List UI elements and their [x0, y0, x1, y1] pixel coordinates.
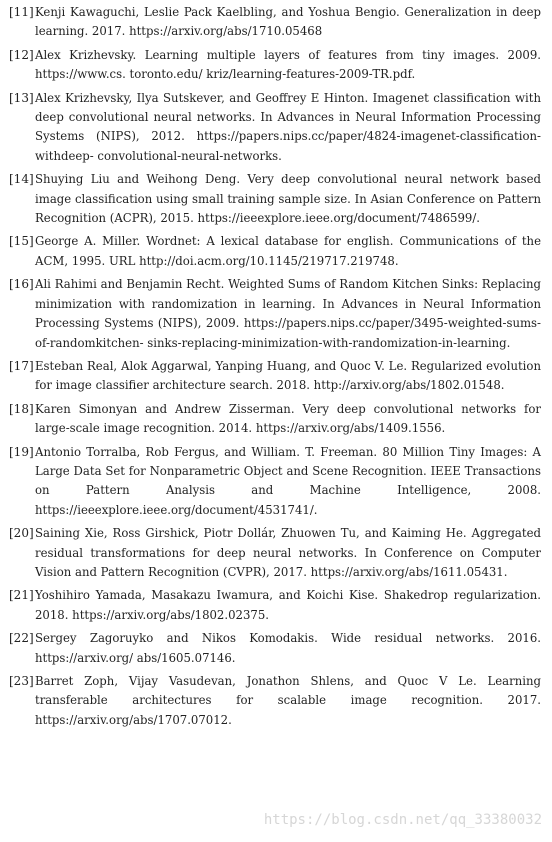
reference-item	[0, 89, 552, 167]
reference-text: Antonio Torralba, Rob Fergus, and William. T. Freeman. 80 Million Tiny Images: A Large Data Set for Nonparametric Object and Scene Recognition. IEEE Transactions on Pattern Analysis and Machine Intelligence, 2008. https://ieeexplore.ieee.org/document/4531741/.	[35, 444, 541, 517]
reference-item	[0, 357, 552, 396]
reference-text: Esteban Real, Alok Aggarwal, Yanping Huang, and Quoc V. Le. Regularized evolution for image classifier architecture search. 2018. http://arxiv.org/abs/1802.01548.	[35, 358, 541, 393]
reference-number: [20]	[9, 526, 34, 541]
watermark-text: https://blog.csdn.net/qq_33380032	[263, 812, 542, 828]
reference-number: [14]	[9, 172, 34, 187]
reference-text: Ali Rahimi and Benjamin Recht. Weighted Sums of Random Kitchen Sinks: Replacing minimization with randomization in learning. In Advances in Neural Information Processing Systems (NIPS), 2009. https://papers.nips.cc/paper/3495-weighted-sums-of-randomkitchen- sinks-replacing-minimization-with-randomization-in-learning.	[35, 277, 541, 350]
reference-number: [12]	[9, 47, 34, 62]
reference-item	[0, 275, 552, 353]
reference-text: Alex Krizhevsky. Learning multiple layers of features from tiny images. 2009. https://www.cs. toronto.edu/ kriz/learning-features-2009-TR.pdf.	[35, 47, 541, 82]
reference-text: George A. Miller. Wordnet: A lexical database for english. Communications of the ACM, 1995. URL http://doi.acm.org/10.1145/219717.219748.	[35, 234, 541, 268]
reference-number: [19]	[9, 444, 34, 459]
reference-text: Barret Zoph, Vijay Vasudevan, Jonathon Shlens, and Quoc V Le. Learning transferable architectures for scalable image recognition. 2017. https://arxiv.org/abs/1707.07012.	[35, 674, 541, 727]
reference-number: [13]	[9, 90, 34, 105]
reference-item	[0, 672, 552, 730]
reference-list	[0, 3, 552, 734]
reference-text: Yoshihiro Yamada, Masakazu Iwamura, and Koichi Kise. Shakedrop regularization. 2018. https://arxiv.org/abs/1802.02375.	[35, 588, 541, 622]
reference-item	[0, 443, 552, 521]
reference-number: [18]	[9, 401, 34, 416]
reference-item	[0, 400, 552, 439]
reference-number: [22]	[9, 631, 34, 646]
reference-text: Kenji Kawaguchi, Leslie Pack Kaelbling, and Yoshua Bengio. Generalization in deep learning. 2017. https://arxiv.org/abs/1710.05468	[35, 5, 541, 39]
reference-item	[0, 170, 552, 228]
reference-text: Shuying Liu and Weihong Deng. Very deep convolutional neural network based image classification using small training sample size. In Asian Conference on Pattern Recognition (ACPR), 2015. https://ieeexplore.ieee.org/document/7486599/.	[35, 172, 541, 226]
reference-number: [15]	[9, 234, 34, 249]
reference-text: Karen Simonyan and Andrew Zisserman. Very deep convolutional networks for large-scale image recognition. 2014. https://arxiv.org/abs/1409.1556.	[35, 401, 541, 436]
reference-text: Sergey Zagoruyko and Nikos Komodakis. Wide residual networks. 2016. https://arxiv.org/ abs/1605.07146.	[35, 631, 541, 665]
reference-number: [16]	[9, 277, 34, 292]
reference-item	[0, 46, 552, 85]
reference-item	[0, 232, 552, 271]
reference-text: Saining Xie, Ross Girshick, Piotr Dollár, Zhuowen Tu, and Kaiming He. Aggregated residual transformations for deep neural networks. In Conference on Computer Vision and Pattern Recognition (CVPR), 2017. https://arxiv.org/abs/1611.05431.	[35, 526, 541, 579]
reference-number: [17]	[9, 358, 34, 373]
reference-text: Alex Krizhevsky, Ilya Sutskever, and Geoffrey E Hinton. Imagenet classification with deep convolutional neural networks. In Advances in Neural Information Processing Systems (NIPS), 2012. https://papers.nips.cc/paper/4824-imagenet-classification-withdeep- convolutional-neural-networks.	[35, 90, 541, 163]
reference-item	[0, 3, 552, 42]
reference-number: [11]	[9, 5, 34, 19]
reference-item	[0, 524, 552, 582]
reference-item	[0, 629, 552, 668]
reference-number: [21]	[9, 588, 34, 603]
reference-number: [23]	[9, 674, 34, 688]
reference-item	[0, 586, 552, 625]
